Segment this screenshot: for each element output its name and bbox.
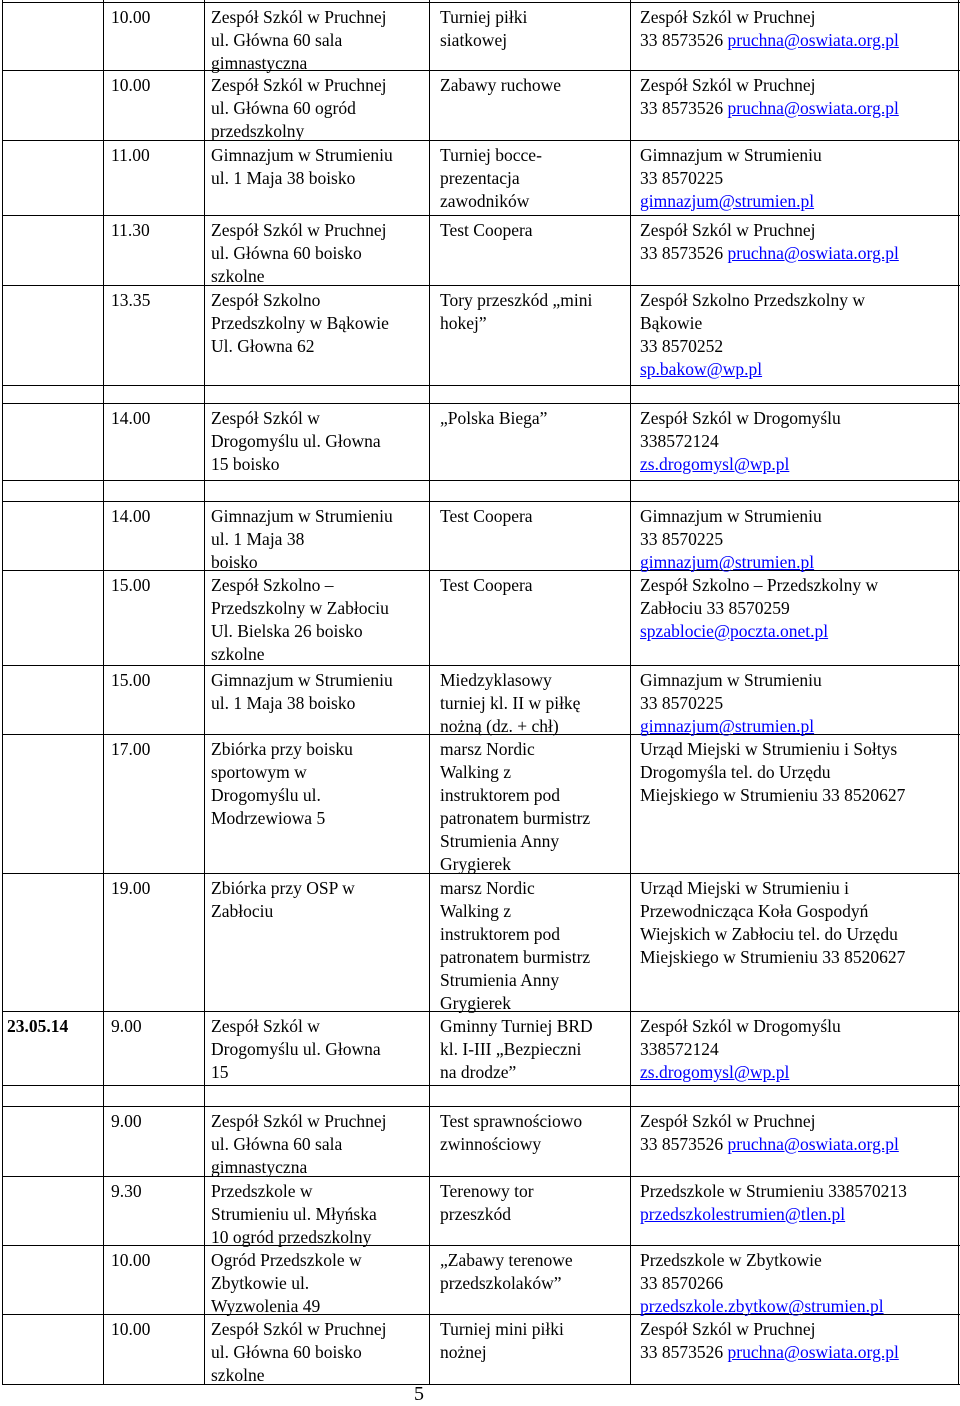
row-divider bbox=[2, 1106, 960, 1107]
contact-link-line bbox=[640, 551, 958, 574]
place-line: Przedszkolny w Zabłociu bbox=[211, 598, 389, 618]
table-border-bottom bbox=[2, 1384, 960, 1385]
event-cell bbox=[440, 1249, 626, 1295]
contact-cell bbox=[640, 219, 958, 265]
contact-line: 338572124 bbox=[640, 431, 719, 451]
place-line: Modrzewiowa 5 bbox=[211, 808, 326, 828]
event-cell bbox=[440, 1015, 626, 1084]
event-line: „Zabawy terenowe bbox=[440, 1250, 573, 1270]
place-line: Przedszkolny w Bąkowie bbox=[211, 313, 389, 333]
event-cell bbox=[440, 74, 626, 97]
place-line: Gimnazjum w Strumieniu bbox=[211, 145, 393, 165]
place-line: Przedszkole w bbox=[211, 1181, 313, 1201]
row-divider bbox=[2, 285, 960, 286]
place-cell bbox=[211, 1015, 426, 1084]
row-divider bbox=[2, 1085, 960, 1086]
contact-line: Miejskiego w Strumieniu 33 8520627 bbox=[640, 785, 906, 805]
contact-cell bbox=[640, 6, 958, 52]
contact-link-line bbox=[640, 97, 958, 120]
contact-line: Gimnazjum w Strumieniu bbox=[640, 506, 822, 526]
contact-line: Zespół Szkolno – Przedszkolny w bbox=[640, 575, 879, 595]
time-text: 11.00 bbox=[111, 145, 150, 165]
row-divider bbox=[2, 385, 960, 386]
place-line: Zespół Szkól w bbox=[211, 408, 320, 428]
contact-cell bbox=[640, 289, 958, 381]
event-cell bbox=[440, 738, 626, 876]
event-line: Grygierek bbox=[440, 993, 511, 1013]
time-text: 9.30 bbox=[111, 1181, 142, 1201]
time-text: 10.00 bbox=[111, 75, 151, 95]
time-cell bbox=[111, 1180, 203, 1203]
email-link[interactable]: gimnazjum@strumien.pl bbox=[640, 716, 815, 736]
event-cell bbox=[440, 669, 626, 738]
event-line: Miedzyklasowy bbox=[440, 670, 552, 690]
place-line: przedszkolny bbox=[211, 121, 305, 141]
contact-line: Urząd Miejski w Strumieniu i Sołtys bbox=[640, 739, 898, 759]
event-line: Turniej piłki bbox=[440, 7, 528, 27]
event-line: Turniej bocce- bbox=[440, 145, 542, 165]
place-cell bbox=[211, 1110, 426, 1179]
row-divider bbox=[2, 215, 960, 216]
event-line: na drodze” bbox=[440, 1062, 517, 1082]
contact-line: Zespół Szkól w Drogomyślu bbox=[640, 408, 841, 428]
contact-line: 33 8570225 bbox=[640, 529, 724, 549]
time-text: 9.00 bbox=[111, 1111, 142, 1131]
place-line: szkolne bbox=[211, 266, 265, 286]
place-cell bbox=[211, 407, 426, 476]
event-line: przeszkód bbox=[440, 1204, 511, 1224]
contact-line: Gimnazjum w Strumieniu bbox=[640, 670, 822, 690]
row-divider bbox=[2, 140, 960, 141]
contact-line: 338572124 bbox=[640, 1039, 719, 1059]
contact-cell bbox=[640, 1249, 958, 1318]
contact-cell bbox=[640, 669, 958, 738]
event-line: nożnej bbox=[440, 1342, 487, 1362]
contact-line: Bąkowie bbox=[640, 313, 703, 333]
place-line: Wyzwolenia 49 bbox=[211, 1296, 321, 1316]
time-cell bbox=[111, 289, 203, 312]
contact-link-line bbox=[640, 620, 958, 643]
event-cell bbox=[440, 407, 626, 430]
event-cell bbox=[440, 877, 626, 1015]
place-line: Zespół Szkolno bbox=[211, 290, 321, 310]
row-divider bbox=[2, 403, 960, 404]
time-cell bbox=[111, 144, 203, 167]
place-line: Strumieniu ul. Młyńska bbox=[211, 1204, 377, 1224]
time-text: 15.00 bbox=[111, 575, 151, 595]
date-text: 23.05.14 bbox=[7, 1016, 69, 1036]
column-divider bbox=[103, 0, 104, 1385]
time-cell bbox=[111, 74, 203, 97]
event-line: Gminny Turniej BRD bbox=[440, 1016, 593, 1036]
event-line: Test Coopera bbox=[440, 220, 533, 240]
table-border-right bbox=[958, 0, 959, 1385]
event-line: Walking z bbox=[440, 762, 511, 782]
contact-line: 33 8570266 bbox=[640, 1273, 724, 1293]
contact-cell bbox=[640, 1180, 958, 1226]
contact-cell bbox=[640, 1318, 958, 1364]
contact-link-line bbox=[640, 453, 958, 476]
place-line: sportowym w bbox=[211, 762, 307, 782]
event-cell bbox=[440, 1318, 626, 1364]
time-cell bbox=[111, 1110, 203, 1133]
email-link[interactable]: zs.drogomysl@wp.pl bbox=[640, 454, 790, 474]
email-link[interactable]: sp.bakow@wp.pl bbox=[640, 359, 763, 379]
event-line: Tory przeszkód „mini bbox=[440, 290, 593, 310]
contact-line: 33 8570225 bbox=[640, 168, 724, 188]
place-line: szkolne bbox=[211, 1365, 265, 1385]
contact-line: 33 8570252 bbox=[640, 336, 724, 356]
email-link[interactable]: pruchna@oswiata.org.pl bbox=[727, 30, 899, 50]
contact-link-line bbox=[640, 190, 958, 213]
contact-line: Przedszkole w Strumieniu 338570213 bbox=[640, 1181, 907, 1201]
contact-line: Zespół Szkól w Pruchnej bbox=[640, 220, 816, 240]
contact-line: Gimnazjum w Strumieniu bbox=[640, 145, 822, 165]
event-line: hokej” bbox=[440, 313, 487, 333]
place-line: Zespół Szkól w Pruchnej bbox=[211, 1319, 387, 1339]
contact-link-line bbox=[640, 242, 958, 265]
contact-cell bbox=[640, 505, 958, 574]
time-cell bbox=[111, 407, 203, 430]
time-text: 14.00 bbox=[111, 408, 151, 428]
contact-cell bbox=[640, 74, 958, 120]
place-cell bbox=[211, 1249, 426, 1318]
place-cell bbox=[211, 877, 426, 923]
time-text: 19.00 bbox=[111, 878, 151, 898]
event-line: Test Coopera bbox=[440, 575, 533, 595]
place-line: Zbiórka przy boisku bbox=[211, 739, 353, 759]
place-line: Gimnazjum w Strumieniu bbox=[211, 670, 393, 690]
row-divider bbox=[2, 1245, 960, 1246]
place-cell bbox=[211, 6, 426, 75]
time-cell bbox=[111, 669, 203, 692]
row-divider bbox=[2, 1176, 960, 1177]
place-line: ul. Główna 60 boisko bbox=[211, 1342, 362, 1362]
contact-link-line bbox=[640, 358, 958, 381]
event-line: Turniej mini piłki bbox=[440, 1319, 564, 1339]
event-line: turniej kl. II w piłkę bbox=[440, 693, 581, 713]
place-line: Drogomyślu ul. bbox=[211, 785, 321, 805]
place-line: Zespół Szkól w Pruchnej bbox=[211, 7, 387, 27]
time-text: 13.35 bbox=[111, 290, 151, 310]
place-cell bbox=[211, 505, 426, 574]
place-cell bbox=[211, 574, 426, 666]
event-line: patronatem burmistrz bbox=[440, 808, 591, 828]
email-link[interactable]: zs.drogomysl@wp.pl bbox=[640, 1062, 790, 1082]
row-divider bbox=[2, 70, 960, 71]
contact-link-line bbox=[640, 1061, 958, 1084]
contact-link-line bbox=[640, 1203, 958, 1226]
email-link[interactable]: przedszkole.zbytkow@strumien.pl bbox=[640, 1296, 884, 1316]
place-line: Zespół Szkól w Pruchnej bbox=[211, 220, 387, 240]
place-cell bbox=[211, 144, 426, 190]
time-cell bbox=[111, 738, 203, 761]
row-divider bbox=[2, 665, 960, 666]
event-line: patronatem burmistrz bbox=[440, 947, 591, 967]
time-cell bbox=[111, 505, 203, 528]
contact-link-line bbox=[640, 715, 958, 738]
place-line: ul. 1 Maja 38 bbox=[211, 529, 305, 549]
email-link[interactable]: pruchna@oswiata.org.pl bbox=[727, 98, 899, 118]
contact-link-line bbox=[640, 1295, 958, 1318]
event-line: marsz Nordic bbox=[440, 739, 535, 759]
event-line: siatkowej bbox=[440, 30, 508, 50]
place-line: 15 boisko bbox=[211, 454, 280, 474]
contact-line: Zespół Szkól w Drogomyślu bbox=[640, 1016, 841, 1036]
time-cell bbox=[111, 1015, 203, 1038]
contact-line: Zespół Szkól w Pruchnej bbox=[640, 1111, 816, 1131]
event-line: prezentacja bbox=[440, 168, 520, 188]
place-cell bbox=[211, 289, 426, 358]
email-link[interactable]: przedszkolestrumien@tlen.pl bbox=[640, 1204, 846, 1224]
time-cell bbox=[111, 6, 203, 29]
column-divider bbox=[630, 0, 631, 1385]
event-line: Walking z bbox=[440, 901, 511, 921]
place-cell bbox=[211, 1180, 426, 1249]
row-divider bbox=[2, 480, 960, 481]
event-line: Test sprawnościowo bbox=[440, 1111, 583, 1131]
event-cell bbox=[440, 505, 626, 528]
time-cell bbox=[111, 219, 203, 242]
event-cell bbox=[440, 574, 626, 597]
contact-cell bbox=[640, 1015, 958, 1084]
event-cell bbox=[440, 6, 626, 52]
contact-phone: 33 8573526 bbox=[640, 1134, 728, 1154]
event-line: Zabawy ruchowe bbox=[440, 75, 561, 95]
contact-line: Zespół Szkól w Pruchnej bbox=[640, 1319, 816, 1339]
event-cell bbox=[440, 219, 626, 242]
place-line: Zespół Szkól w Pruchnej bbox=[211, 1111, 387, 1131]
time-cell bbox=[111, 1318, 203, 1341]
email-link[interactable]: pruchna@oswiata.org.pl bbox=[727, 243, 899, 263]
place-cell bbox=[211, 74, 426, 143]
place-line: Zabłociu bbox=[211, 901, 274, 921]
contact-cell bbox=[640, 144, 958, 213]
contact-cell bbox=[640, 1110, 958, 1156]
time-text: 10.00 bbox=[111, 1319, 151, 1339]
time-text: 17.00 bbox=[111, 739, 151, 759]
event-line: przedszkolaków” bbox=[440, 1273, 562, 1293]
table-border-left bbox=[2, 0, 3, 1385]
place-line: Zespół Szkól w bbox=[211, 1016, 320, 1036]
time-text: 15.00 bbox=[111, 670, 151, 690]
event-line: Grygierek bbox=[440, 854, 511, 874]
contact-phone: 33 8573526 bbox=[640, 1342, 728, 1362]
contact-cell bbox=[640, 877, 958, 969]
place-line: Ogród Przedszkole w bbox=[211, 1250, 362, 1270]
contact-line: 33 8570225 bbox=[640, 693, 724, 713]
place-line: szkolne bbox=[211, 644, 265, 664]
time-cell bbox=[111, 1249, 203, 1272]
event-cell bbox=[440, 289, 626, 335]
place-line: Zbytkowie ul. bbox=[211, 1273, 310, 1293]
place-line: boisko bbox=[211, 552, 258, 572]
event-line: zawodników bbox=[440, 191, 530, 211]
event-cell bbox=[440, 1180, 626, 1226]
event-line: instruktorem pod bbox=[440, 785, 561, 805]
event-line: Strumienia Anny bbox=[440, 831, 560, 851]
place-line: ul. Główna 60 sala bbox=[211, 30, 343, 50]
event-cell bbox=[440, 1110, 626, 1156]
contact-link-line bbox=[640, 29, 958, 52]
place-line: Gimnazjum w Strumieniu bbox=[211, 506, 393, 526]
contact-line: Przewodnicząca Koła Gospodyń bbox=[640, 901, 869, 921]
contact-cell bbox=[640, 574, 958, 643]
email-link[interactable]: pruchna@oswiata.org.pl bbox=[727, 1134, 899, 1154]
contact-line: Zespół Szkolno Przedszkolny w bbox=[640, 290, 866, 310]
contact-phone: 33 8573526 bbox=[640, 98, 728, 118]
place-line: ul. 1 Maja 38 boisko bbox=[211, 168, 356, 188]
place-line: ul. Główna 60 ogród bbox=[211, 98, 356, 118]
contact-cell bbox=[640, 407, 958, 476]
contact-line: Drogomyśla tel. do Urzędu bbox=[640, 762, 831, 782]
place-cell bbox=[211, 738, 426, 830]
email-link[interactable]: spzablocie@poczta.onet.pl bbox=[640, 621, 829, 641]
time-cell bbox=[111, 574, 203, 597]
place-cell bbox=[211, 1318, 426, 1387]
contact-link-line bbox=[640, 1341, 958, 1364]
page-number: 5 bbox=[414, 1383, 424, 1405]
event-line: nożną (dz. + chł) bbox=[440, 716, 559, 736]
place-cell bbox=[211, 219, 426, 288]
time-text: 14.00 bbox=[111, 506, 151, 526]
contact-phone: 33 8573526 bbox=[640, 243, 728, 263]
column-divider bbox=[429, 0, 430, 1385]
contact-cell bbox=[640, 738, 958, 807]
time-text: 9.00 bbox=[111, 1016, 142, 1036]
contact-line: Wiejskich w Zabłociu tel. do Urzędu bbox=[640, 924, 898, 944]
contact-phone: 33 8573526 bbox=[640, 30, 728, 50]
column-divider bbox=[204, 0, 205, 1385]
contact-line: Zespół Szkól w Pruchnej bbox=[640, 7, 816, 27]
event-line: marsz Nordic bbox=[440, 878, 535, 898]
place-line: 10 ogród przedszkolny bbox=[211, 1227, 372, 1247]
place-line: gimnastyczna bbox=[211, 53, 308, 73]
contact-line: Zabłociu 33 8570259 bbox=[640, 598, 790, 618]
time-text: 11.30 bbox=[111, 220, 150, 240]
time-text: 10.00 bbox=[111, 1250, 151, 1270]
date-cell bbox=[7, 1015, 103, 1038]
event-line: instruktorem pod bbox=[440, 924, 561, 944]
contact-line: Przedszkole w Zbytkowie bbox=[640, 1250, 822, 1270]
place-line: ul. 1 Maja 38 boisko bbox=[211, 693, 356, 713]
place-line: 15 bbox=[211, 1062, 229, 1082]
contact-line: Urząd Miejski w Strumieniu i bbox=[640, 878, 850, 898]
time-text: 10.00 bbox=[111, 7, 151, 27]
row-divider bbox=[2, 2, 960, 3]
email-link[interactable]: pruchna@oswiata.org.pl bbox=[727, 1342, 899, 1362]
event-line: zwinnościowy bbox=[440, 1134, 542, 1154]
event-line: Strumienia Anny bbox=[440, 970, 560, 990]
place-line: Zespół Szkól w Pruchnej bbox=[211, 75, 387, 95]
place-line: ul. Główna 60 boisko bbox=[211, 243, 362, 263]
email-link[interactable]: gimnazjum@strumien.pl bbox=[640, 191, 815, 211]
place-line: Zespół Szkolno – bbox=[211, 575, 334, 595]
row-divider bbox=[2, 501, 960, 502]
event-line: Terenowy tor bbox=[440, 1181, 534, 1201]
contact-link-line bbox=[640, 1133, 958, 1156]
event-line: Test Coopera bbox=[440, 506, 533, 526]
place-line: ul. Główna 60 sala bbox=[211, 1134, 343, 1154]
time-cell bbox=[111, 877, 203, 900]
place-line: Drogomyślu ul. Głowna bbox=[211, 431, 381, 451]
event-cell bbox=[440, 144, 626, 213]
place-line: Drogomyślu ul. Głowna bbox=[211, 1039, 381, 1059]
contact-line: Miejskiego w Strumieniu 33 8520627 bbox=[640, 947, 906, 967]
contact-line: Zespół Szkól w Pruchnej bbox=[640, 75, 816, 95]
place-line: Zbiórka przy OSP w bbox=[211, 878, 355, 898]
place-cell bbox=[211, 669, 426, 715]
event-line: „Polska Biega” bbox=[440, 408, 548, 428]
email-link[interactable]: gimnazjum@strumien.pl bbox=[640, 552, 815, 572]
place-line: gimnastyczna bbox=[211, 1157, 308, 1177]
place-line: Ul. Bielska 26 boisko bbox=[211, 621, 363, 641]
place-line: Ul. Głowna 62 bbox=[211, 336, 315, 356]
event-line: kl. I-III „Bezpieczni bbox=[440, 1039, 582, 1059]
